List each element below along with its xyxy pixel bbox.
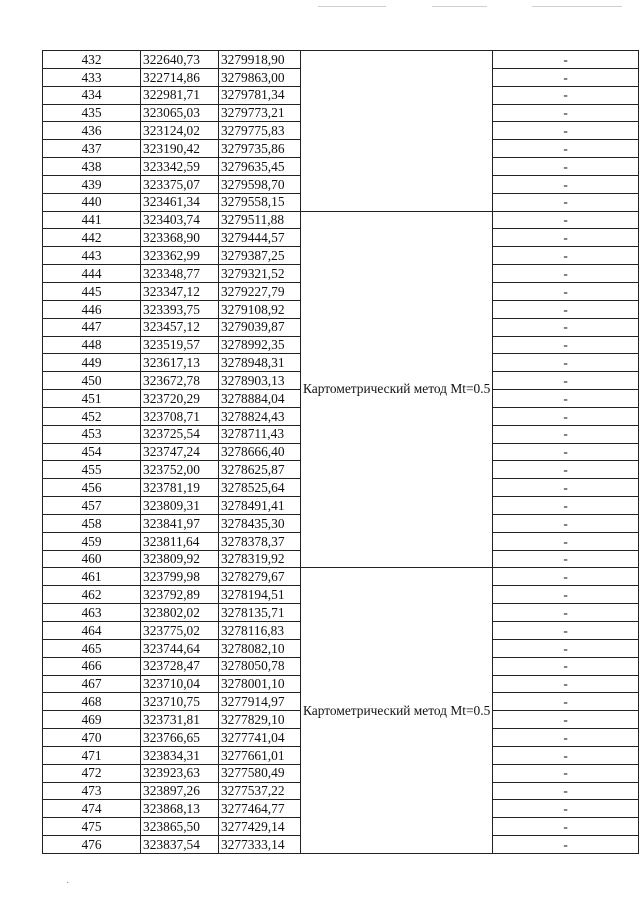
y-coordinate: 3279773,21 <box>218 104 300 122</box>
y-coordinate: 3277333,14 <box>218 836 300 854</box>
y-coordinate: 3277741,04 <box>218 729 300 747</box>
y-coordinate: 3278319,92 <box>218 550 300 568</box>
x-coordinate: 323375,07 <box>141 175 219 193</box>
point-number: 476 <box>43 836 141 854</box>
y-coordinate: 3278903,13 <box>218 372 300 390</box>
note-dash: - <box>493 711 639 729</box>
point-number: 434 <box>43 86 141 104</box>
point-number: 450 <box>43 372 141 390</box>
note-dash: - <box>493 247 639 265</box>
x-coordinate: 323731,81 <box>141 711 219 729</box>
point-number: 474 <box>43 800 141 818</box>
point-number: 441 <box>43 211 141 229</box>
x-coordinate: 322714,86 <box>141 68 219 86</box>
x-coordinate: 323519,57 <box>141 336 219 354</box>
point-number: 467 <box>43 675 141 693</box>
point-number: 446 <box>43 300 141 318</box>
note-dash: - <box>493 211 639 229</box>
point-number: 445 <box>43 282 141 300</box>
note-dash: - <box>493 497 639 515</box>
note-dash: - <box>493 604 639 622</box>
point-number: 463 <box>43 604 141 622</box>
point-number: 454 <box>43 443 141 461</box>
note-dash: - <box>493 532 639 550</box>
x-coordinate: 323368,90 <box>141 229 219 247</box>
y-coordinate: 3279321,52 <box>218 265 300 283</box>
point-number: 453 <box>43 425 141 443</box>
point-number: 469 <box>43 711 141 729</box>
y-coordinate: 3277580,49 <box>218 764 300 782</box>
x-coordinate: 323342,59 <box>141 158 219 176</box>
y-coordinate: 3278948,31 <box>218 354 300 372</box>
x-coordinate: 323802,02 <box>141 604 219 622</box>
x-coordinate: 323868,13 <box>141 800 219 818</box>
point-number: 460 <box>43 550 141 568</box>
x-coordinate: 323710,75 <box>141 693 219 711</box>
point-number: 436 <box>43 122 141 140</box>
point-number: 437 <box>43 140 141 158</box>
x-coordinate: 323617,13 <box>141 354 219 372</box>
y-coordinate: 3278135,71 <box>218 604 300 622</box>
point-number: 458 <box>43 514 141 532</box>
point-number: 456 <box>43 479 141 497</box>
x-coordinate: 323393,75 <box>141 300 219 318</box>
x-coordinate: 323725,54 <box>141 425 219 443</box>
y-coordinate: 3279558,15 <box>218 193 300 211</box>
note-dash: - <box>493 479 639 497</box>
note-dash: - <box>493 639 639 657</box>
y-coordinate: 3279735,86 <box>218 140 300 158</box>
table-row <box>43 211 639 229</box>
note-dash: - <box>493 746 639 764</box>
note-dash: - <box>493 158 639 176</box>
note-dash: - <box>493 86 639 104</box>
point-number: 473 <box>43 782 141 800</box>
x-coordinate: 323799,98 <box>141 568 219 586</box>
y-coordinate: 3278050,78 <box>218 657 300 675</box>
note-dash: - <box>493 800 639 818</box>
x-coordinate: 323744,64 <box>141 639 219 657</box>
y-coordinate: 3277914,97 <box>218 693 300 711</box>
scan-header-mark <box>432 6 487 7</box>
y-coordinate: 3279039,87 <box>218 318 300 336</box>
point-number: 465 <box>43 639 141 657</box>
y-coordinate: 3278711,43 <box>218 425 300 443</box>
note-dash: - <box>493 51 639 69</box>
y-coordinate: 3277661,01 <box>218 746 300 764</box>
y-coordinate: 3279598,70 <box>218 175 300 193</box>
note-dash: - <box>493 782 639 800</box>
method-cell: Картометрический метод Mt=0.5 <box>301 568 493 854</box>
y-coordinate: 3278824,43 <box>218 407 300 425</box>
note-dash: - <box>493 568 639 586</box>
x-coordinate: 323809,31 <box>141 497 219 515</box>
x-coordinate: 323775,02 <box>141 622 219 640</box>
point-number: 433 <box>43 68 141 86</box>
point-number: 470 <box>43 729 141 747</box>
coordinates-table-body <box>43 51 639 854</box>
note-dash: - <box>493 282 639 300</box>
point-number: 461 <box>43 568 141 586</box>
note-dash: - <box>493 122 639 140</box>
x-coordinate: 323792,89 <box>141 586 219 604</box>
note-dash: - <box>493 318 639 336</box>
note-dash: - <box>493 443 639 461</box>
note-dash: - <box>493 265 639 283</box>
point-number: 455 <box>43 461 141 479</box>
x-coordinate: 323923,63 <box>141 764 219 782</box>
x-coordinate: 323348,77 <box>141 265 219 283</box>
y-coordinate: 3277429,14 <box>218 818 300 836</box>
point-number: 444 <box>43 265 141 283</box>
table-row <box>43 51 639 69</box>
note-dash: - <box>493 729 639 747</box>
point-number: 466 <box>43 657 141 675</box>
y-coordinate: 3277829,10 <box>218 711 300 729</box>
table-row <box>43 568 639 586</box>
y-coordinate: 3279108,92 <box>218 300 300 318</box>
y-coordinate: 3278666,40 <box>218 443 300 461</box>
point-number: 452 <box>43 407 141 425</box>
scan-header-mark <box>532 6 622 7</box>
y-coordinate: 3277537,22 <box>218 782 300 800</box>
method-cell: Картометрический метод Mt=0.5 <box>301 211 493 568</box>
y-coordinate: 3278992,35 <box>218 336 300 354</box>
note-dash: - <box>493 461 639 479</box>
note-dash: - <box>493 354 639 372</box>
note-dash: - <box>493 140 639 158</box>
point-number: 447 <box>43 318 141 336</box>
y-coordinate: 3278625,87 <box>218 461 300 479</box>
point-number: 468 <box>43 693 141 711</box>
y-coordinate: 3278001,10 <box>218 675 300 693</box>
y-coordinate: 3278435,30 <box>218 514 300 532</box>
y-coordinate: 3279918,90 <box>218 51 300 69</box>
x-coordinate: 323461,34 <box>141 193 219 211</box>
scan-header-mark <box>318 6 386 7</box>
note-dash: - <box>493 764 639 782</box>
x-coordinate: 323766,65 <box>141 729 219 747</box>
x-coordinate: 323457,12 <box>141 318 219 336</box>
point-number: 472 <box>43 764 141 782</box>
y-coordinate: 3279635,45 <box>218 158 300 176</box>
x-coordinate: 323865,50 <box>141 818 219 836</box>
x-coordinate: 323403,74 <box>141 211 219 229</box>
note-dash: - <box>493 193 639 211</box>
note-dash: - <box>493 372 639 390</box>
y-coordinate: 3279775,83 <box>218 122 300 140</box>
x-coordinate: 323190,42 <box>141 140 219 158</box>
y-coordinate: 3277464,77 <box>218 800 300 818</box>
note-dash: - <box>493 836 639 854</box>
x-coordinate: 323841,97 <box>141 514 219 532</box>
x-coordinate: 323837,54 <box>141 836 219 854</box>
point-number: 471 <box>43 746 141 764</box>
note-dash: - <box>493 68 639 86</box>
y-coordinate: 3278116,83 <box>218 622 300 640</box>
x-coordinate: 323781,19 <box>141 479 219 497</box>
y-coordinate: 3278194,51 <box>218 586 300 604</box>
x-coordinate: 323834,31 <box>141 746 219 764</box>
method-cell <box>301 51 493 212</box>
y-coordinate: 3279227,79 <box>218 282 300 300</box>
y-coordinate: 3278082,10 <box>218 639 300 657</box>
point-number: 449 <box>43 354 141 372</box>
note-dash: - <box>493 675 639 693</box>
point-number: 462 <box>43 586 141 604</box>
point-number: 451 <box>43 390 141 408</box>
point-number: 438 <box>43 158 141 176</box>
note-dash: - <box>493 229 639 247</box>
point-number: 464 <box>43 622 141 640</box>
x-coordinate: 323897,26 <box>141 782 219 800</box>
x-coordinate: 323672,78 <box>141 372 219 390</box>
note-dash: - <box>493 622 639 640</box>
point-number: 439 <box>43 175 141 193</box>
x-coordinate: 323362,99 <box>141 247 219 265</box>
point-number: 442 <box>43 229 141 247</box>
point-number: 443 <box>43 247 141 265</box>
note-dash: - <box>493 390 639 408</box>
note-dash: - <box>493 175 639 193</box>
x-coordinate: 323065,03 <box>141 104 219 122</box>
x-coordinate: 322640,73 <box>141 51 219 69</box>
y-coordinate: 3278279,67 <box>218 568 300 586</box>
y-coordinate: 3278884,04 <box>218 390 300 408</box>
point-number: 435 <box>43 104 141 122</box>
note-dash: - <box>493 407 639 425</box>
x-coordinate: 323811,64 <box>141 532 219 550</box>
note-dash: - <box>493 104 639 122</box>
coordinates-table <box>42 50 639 854</box>
y-coordinate: 3278378,37 <box>218 532 300 550</box>
note-dash: - <box>493 425 639 443</box>
y-coordinate: 3279387,25 <box>218 247 300 265</box>
x-coordinate: 323728,47 <box>141 657 219 675</box>
point-number: 440 <box>43 193 141 211</box>
y-coordinate: 3279863,00 <box>218 68 300 86</box>
x-coordinate: 323708,71 <box>141 407 219 425</box>
note-dash: - <box>493 300 639 318</box>
note-dash: - <box>493 693 639 711</box>
point-number: 457 <box>43 497 141 515</box>
x-coordinate: 323747,24 <box>141 443 219 461</box>
scan-speck: · <box>66 878 70 889</box>
point-number: 448 <box>43 336 141 354</box>
y-coordinate: 3279444,57 <box>218 229 300 247</box>
x-coordinate: 323710,04 <box>141 675 219 693</box>
x-coordinate: 323809,92 <box>141 550 219 568</box>
point-number: 475 <box>43 818 141 836</box>
y-coordinate: 3278525,64 <box>218 479 300 497</box>
x-coordinate: 323124,02 <box>141 122 219 140</box>
x-coordinate: 323752,00 <box>141 461 219 479</box>
note-dash: - <box>493 818 639 836</box>
point-number: 432 <box>43 51 141 69</box>
note-dash: - <box>493 586 639 604</box>
note-dash: - <box>493 514 639 532</box>
x-coordinate: 322981,71 <box>141 86 219 104</box>
x-coordinate: 323720,29 <box>141 390 219 408</box>
y-coordinate: 3279511,88 <box>218 211 300 229</box>
point-number: 459 <box>43 532 141 550</box>
y-coordinate: 3279781,34 <box>218 86 300 104</box>
y-coordinate: 3278491,41 <box>218 497 300 515</box>
note-dash: - <box>493 550 639 568</box>
note-dash: - <box>493 336 639 354</box>
x-coordinate: 323347,12 <box>141 282 219 300</box>
note-dash: - <box>493 657 639 675</box>
